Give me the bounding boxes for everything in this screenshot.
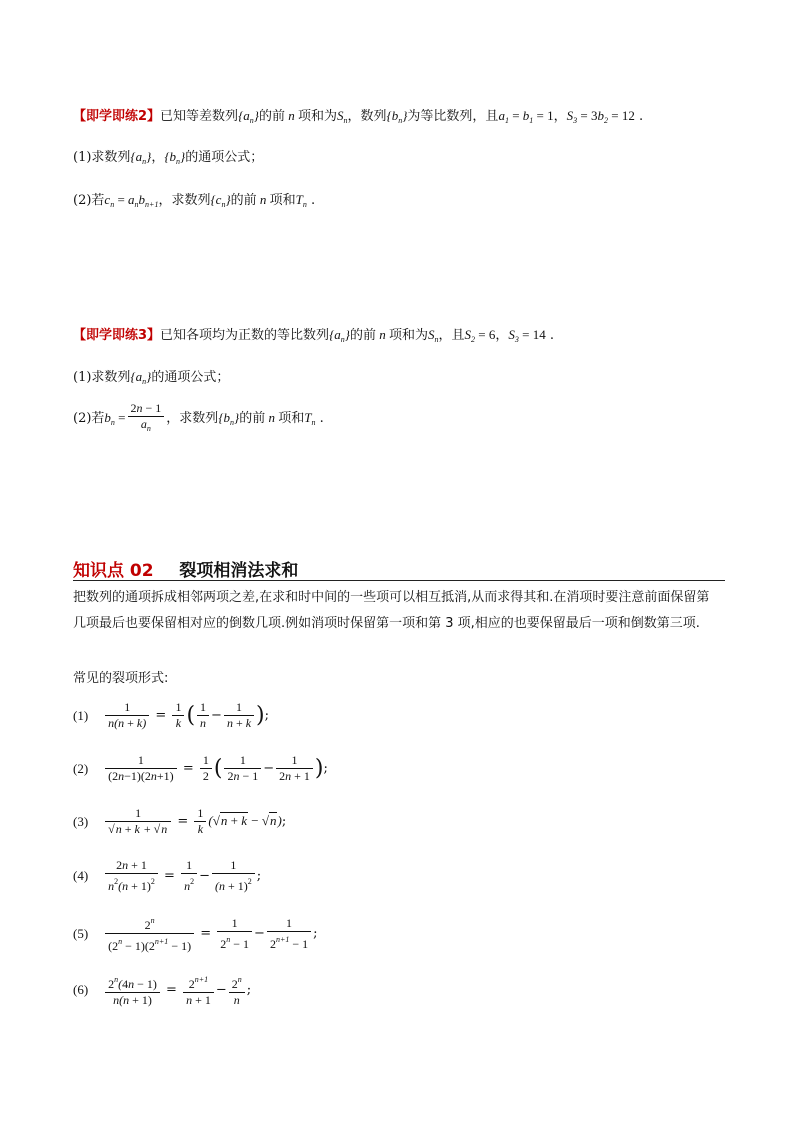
formula-3: (3) $\frac{1}{√n + k + √n}$ = $\frac{1}{k}$ (√n + k − √n); (73, 806, 287, 836)
formula-2: (2) $\frac{1}{(2n-1)(2n+1)}$ = $\frac{1}{2}$ ( $\frac{1}{2n - 1}$ − $\frac{1}{2n + 1}$ ); (73, 753, 328, 783)
formula-1: (1) $\frac{1}{n(n + k)}$ = $\frac{1}{k}$ ( $\frac{1}{n}$ − $\frac{1}{n + k}$ ); (73, 700, 270, 730)
practice2-q2: (2)若$c_n = a_nb_{n+1}$，求数列$\{c_n\}$的前 n 项和$T_n$ . (73, 192, 316, 209)
knowledge-heading (73, 556, 298, 581)
practice2-cond1: $a_1 = b_1 = 1$ (498, 108, 554, 125)
practice3-q1: (1)求数列$\{a_n\}$的通项公式； (73, 369, 230, 386)
practice2-cond2: $S_3 = 3b_2 = 12$ (566, 108, 635, 125)
practice2-stem: 【即学即练2】已知等差数列$\{a_n\}$的前 n 项和为$S_n$，数列$\{b_n\}$为等比数列，且$a_1 = b_1 = 1$，$S_3 = 3b_2 = 12$ . (73, 108, 644, 125)
knowledge-subheading: 常见的裂项形式: (73, 671, 169, 686)
formula-6: (6) $\frac{2^n(4n - 1)}{n(n + 1)}$ = $\frac{2^{n+1}}{n + 1}$ − $\frac{2^n}{n}$ ; (73, 975, 252, 1007)
knowledge-paragraph: 把数列的通项拆成相邻两项之差,在求和时中间的一些项可以相互抵消,从而求得其和.在消项时要注意前面保留第几项最后也要保留相对应的倒数几项.例如消项时保留第一项和第 3 项,相应的也要保留最后一项和倒数第三项. (73, 590, 710, 631)
knowledge-number: 知识点 02 (73, 561, 154, 581)
formula-5: (5) $\frac{2^n}{(2^n - 1)(2^{n+1} - 1)}$ = $\frac{1}{2^n - 1}$ − $\frac{1}{2^{n+1} - 1}$ ; (73, 915, 318, 953)
formula-4: (4) $\frac{2n + 1}{n^2(n + 1)^2}$ = $\frac{1}{n^2}$ − $\frac{1}{(n + 1)^2}$ ; (73, 858, 262, 893)
practice3-tag: 【即学即练3】 (73, 328, 161, 343)
practice3-stem: 【即学即练3】已知各项均为正数的等比数列$\{a_n\}$的前 n 项和为$S_n$，且$S_2 = 6$，$S_3 = 14$ . (73, 327, 554, 344)
practice2-q1: (1)求数列$\{a_n\}$，$\{b_n\}$的通项公式； (73, 149, 264, 166)
heading-divider (73, 580, 725, 581)
knowledge-title: 裂项相消法求和 (179, 561, 299, 581)
practice2-tag: 【即学即练2】 (73, 109, 161, 124)
practice3-q2: (2)若$b_n$ = $\frac{2n - 1}{a_n}$ ，求数列$\{b_n\}$的前 n 项和$T_n$ . (73, 398, 324, 443)
